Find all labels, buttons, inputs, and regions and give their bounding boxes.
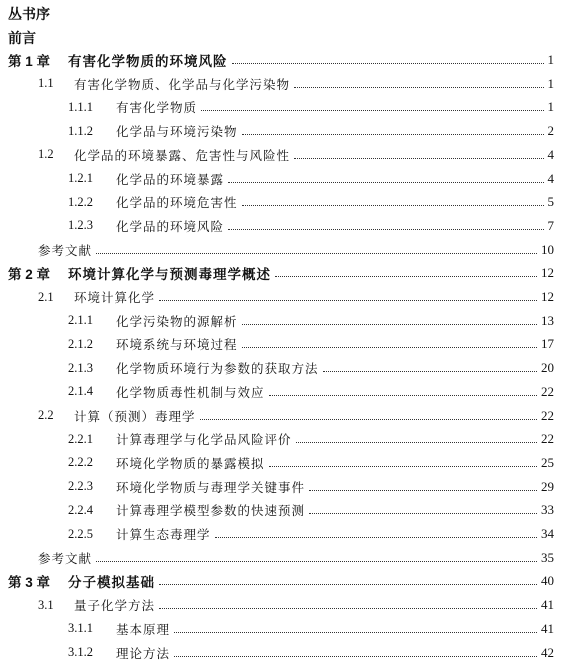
dot-leader [159,583,537,585]
toc-page-number: 4 [547,170,554,186]
dot-leader [242,323,537,325]
dot-leader [296,441,537,443]
toc-page-number: 25 [541,454,554,470]
toc-entry-number: 2.2.5 [68,526,93,541]
toc-subsection-entry[interactable] [68,333,554,355]
dot-leader [200,418,537,420]
toc-subsection-entry[interactable] [68,381,554,403]
toc-entry-number: 2.1 [38,289,54,304]
toc-page-number: 22 [541,431,554,447]
toc-entry-title: 化学品与环境污染物 [116,124,238,140]
toc-entry-number: 2.2.2 [68,455,93,470]
dot-leader [228,228,543,230]
dot-leader [201,109,543,111]
dot-leader [159,299,537,301]
toc-entry-number: 1.2.3 [68,218,93,233]
toc-page-number: 1 [547,99,554,115]
toc-entry-title: 计算（预测）毒理学 [74,408,196,424]
dot-leader [323,370,537,372]
toc-entry-number: 1.1.2 [68,123,93,138]
toc-entry-title: 化学污染物的源解析 [116,313,238,329]
toc-page-number: 35 [541,549,554,565]
preface-heading: 前言 [8,31,36,47]
toc-page-number: 4 [547,146,554,162]
toc-entry-number: 1.1 [38,76,54,91]
toc-entry-number: 2.1.4 [68,384,93,399]
toc-subsection-entry[interactable] [68,642,554,664]
toc-page-number: 22 [541,383,554,399]
toc-entry-number: 2.2.1 [68,431,93,446]
dot-leader [309,489,537,491]
toc-entry-title: 环境计算化学 [74,290,156,305]
toc-subsection-entry[interactable] [68,120,554,142]
dot-leader [228,181,543,183]
dot-leader [159,607,537,609]
toc-page-number: 17 [541,336,554,352]
toc-section-entry[interactable] [38,144,554,166]
toc-section-entry[interactable] [38,73,554,95]
dot-leader [269,394,537,396]
dot-leader [275,275,537,277]
toc-subsection-entry[interactable] [68,168,554,190]
toc-entry-title: 环境化学物质与毒理学关键事件 [116,479,306,495]
dot-leader [232,62,544,64]
toc-page-number: 7 [547,217,554,233]
toc-subsection-entry[interactable] [68,476,554,498]
toc-entry-number: 2.1.1 [68,313,93,328]
toc-entry-title: 基本原理 [116,621,171,637]
dot-leader [309,512,537,514]
toc-subsection-entry[interactable] [68,310,554,332]
toc-entry-title: 环境系统与环境过程 [116,337,238,353]
toc-chapter-entry[interactable] [8,49,554,71]
dot-leader [294,157,543,159]
toc-entry-title: 环境计算化学与预测毒理学概述 [68,267,271,284]
dot-leader [242,204,544,206]
toc-page-number: 40 [541,573,554,589]
toc-entry-number: 1.2.1 [68,171,93,185]
dot-leader [242,133,544,135]
toc-entry-number: 2.2.3 [68,479,93,494]
toc-page-number: 41 [541,597,554,613]
toc-references-entry[interactable] [38,239,554,261]
toc-subsection-entry[interactable] [68,96,554,118]
dot-leader [215,536,537,538]
toc-entry-number: 2.2 [38,408,54,422]
toc-entry-number: 1.2 [38,147,54,162]
toc-entry-number: 第 2 章 [8,267,51,283]
toc-entry-number: 第 1 章 [8,54,51,69]
toc-page-number: 22 [541,407,554,423]
toc-page-number: 33 [541,502,554,518]
toc-entry-title: 计算生态毒理学 [116,527,211,542]
toc-subsection-entry[interactable] [68,499,554,521]
toc-entry-title: 化学品的环境危害性 [116,195,238,211]
toc-entry-title: 参考文献 [38,550,93,566]
toc-entry-number: 2.1.3 [68,360,93,375]
toc-entry-title: 有害化学物质的环境风险 [68,54,228,70]
toc-section-entry[interactable] [38,405,554,427]
toc-subsection-entry[interactable] [68,452,554,474]
toc-chapter-entry[interactable] [8,262,554,284]
toc-entry-title: 有害化学物质 [116,100,198,116]
toc-entry-number: 第 3 章 [8,575,51,591]
toc-subsection-entry[interactable] [68,191,554,213]
dot-leader [242,346,537,348]
toc-entry-title: 计算毒理学模型参数的快速预测 [116,503,306,519]
toc-section-entry[interactable] [38,594,554,616]
toc-entry-title: 化学物质环境行为参数的获取方法 [116,361,319,377]
toc-page-number: 12 [541,289,554,304]
toc-page-number: 13 [541,312,554,328]
toc-subsection-entry[interactable] [68,357,554,379]
toc-entry-title: 化学品的环境暴露、危害性与风险性 [74,147,291,163]
dot-leader [174,631,537,633]
toc-page-number: 42 [541,644,554,660]
toc-entry-number: 2.2.4 [68,502,93,517]
toc-page-number: 1 [547,75,554,91]
toc-subsection-entry[interactable] [68,215,554,237]
toc-entry-title: 分子模拟基础 [68,575,155,592]
toc-entry-title: 化学品的环境风险 [116,218,225,234]
toc-entry-number: 3.1 [38,597,54,612]
toc-page-number: 2 [547,123,554,139]
toc-subsection-entry[interactable] [68,618,554,640]
toc-entry-number: 1.1.1 [68,99,93,114]
toc-entry-title: 理论方法 [116,645,171,661]
toc-entry-title: 环境化学物质的暴露模拟 [116,455,265,471]
toc-page-number: 20 [541,360,554,376]
dot-leader [96,252,537,254]
toc-entry-title: 计算毒理学与化学品风险评价 [116,432,292,448]
dot-leader [96,560,537,562]
dot-leader [269,465,537,467]
toc-chapter-entry[interactable] [8,570,554,592]
toc-entry-title: 量子化学方法 [74,598,156,614]
toc-references-entry[interactable] [38,547,554,569]
toc-entry-title: 参考文献 [38,242,93,258]
toc-page-number: 29 [541,478,554,494]
toc-entry-number: 3.1.2 [68,645,93,659]
series-preface-heading: 丛书序 [8,7,50,23]
toc-subsection-entry[interactable] [68,428,554,450]
toc-entry-number: 2.1.2 [68,336,93,351]
toc-page-number: 1 [547,52,554,67]
toc-entry-number: 3.1.1 [68,621,93,636]
toc-subsection-entry[interactable] [68,523,554,545]
toc-entry-number: 1.2.2 [68,194,93,209]
toc-page-number: 12 [541,265,554,281]
toc-entry-title: 化学物质毒性机制与效应 [116,384,265,400]
toc-entry-title: 化学品的环境暴露 [116,171,225,187]
dot-leader [294,86,543,88]
toc-entry-title: 有害化学物质、化学品与化学污染物 [74,76,291,92]
toc-page-number: 41 [541,620,554,636]
toc-page-number: 10 [541,241,554,257]
dot-leader [174,655,537,657]
toc-page-number: 34 [541,526,554,541]
toc-page-number: 5 [547,194,554,210]
toc-section-entry[interactable] [38,286,554,308]
